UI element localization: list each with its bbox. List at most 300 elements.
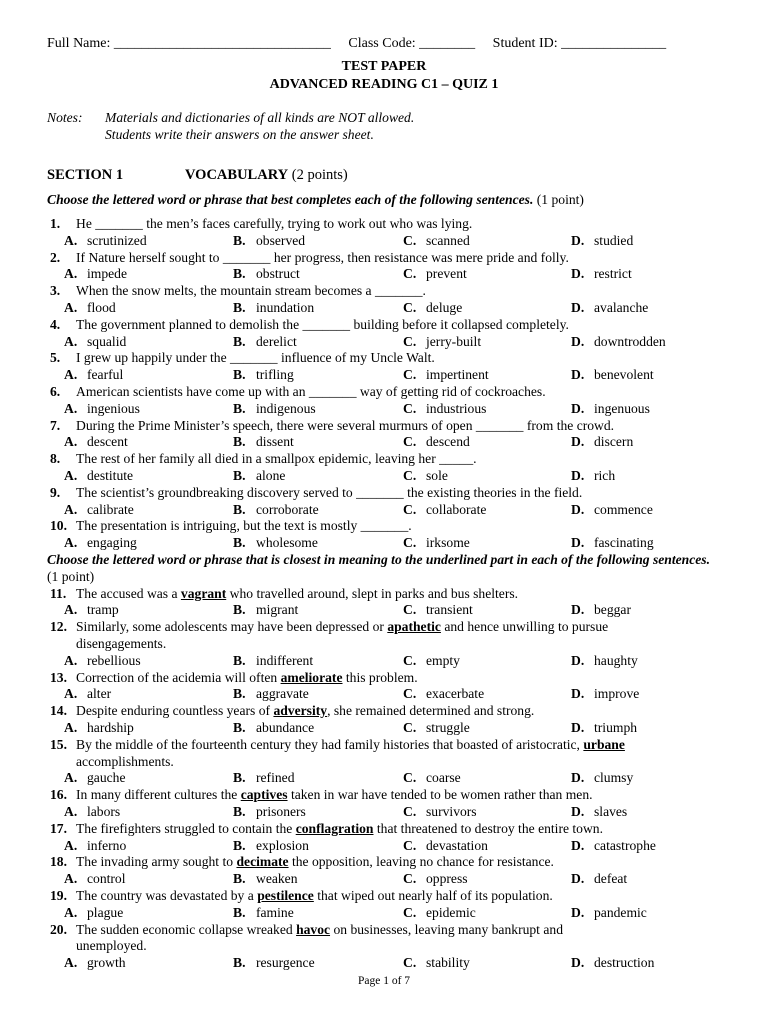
- option-letter: A.: [64, 232, 78, 248]
- question-number: 7.: [50, 417, 61, 433]
- option-text: catastrophe: [594, 837, 656, 853]
- option-letter: C.: [403, 266, 417, 282]
- option-text: pandemic: [594, 904, 647, 920]
- section-points: (2 points): [291, 167, 348, 183]
- option-letter: B.: [233, 804, 246, 819]
- option-text: avalanche: [594, 300, 649, 315]
- option-letter: A.: [64, 535, 78, 551]
- option-text: sole: [426, 468, 448, 483]
- option-d: [571, 401, 650, 418]
- class-code-field: Class Code: ________: [348, 36, 476, 51]
- instruction-part-1-text: Choose the lettered word or phrase that best completes each of the following sentences.: [47, 192, 534, 207]
- question-number: 17.: [50, 820, 67, 836]
- option-b: [233, 468, 285, 485]
- option-text: downtrodden: [594, 333, 666, 349]
- option-b: [233, 401, 316, 418]
- option-text: rich: [594, 468, 616, 483]
- question-text: The rest of her family all died in a smallpox epidemic, leaving her _____.: [76, 451, 477, 467]
- option-letter: D.: [571, 400, 585, 416]
- option-text: fascinating: [594, 535, 654, 551]
- option-text: ingenuous: [594, 400, 650, 416]
- option-text: indifferent: [256, 652, 314, 668]
- option-text: squalid: [87, 333, 127, 349]
- option-c: [403, 367, 489, 384]
- option-c: [403, 720, 470, 737]
- option-letter: B.: [233, 602, 246, 618]
- option-a: [64, 535, 137, 552]
- option-a: [64, 955, 126, 972]
- question-text-end: that wiped out nearly half of its population.: [313, 888, 553, 903]
- option-letter: B.: [233, 535, 246, 551]
- question-text-end: the opposition, leaving no chance for resistance.: [288, 854, 554, 870]
- option-text: control: [87, 871, 126, 887]
- notes-line-1: Materials and dictionaries of all kinds are NOT allowed.: [105, 110, 415, 125]
- option-a: [64, 720, 134, 737]
- question-number: 14.: [50, 703, 67, 719]
- question-stem: [50, 451, 715, 468]
- option-letter: C.: [403, 367, 417, 383]
- option-text: hardship: [87, 720, 134, 735]
- option-d: [571, 233, 633, 250]
- answer-options: [64, 838, 724, 855]
- option-letter: A.: [64, 804, 78, 819]
- answer-options: [64, 602, 724, 619]
- option-text: ingenious: [87, 400, 140, 416]
- option-letter: C.: [403, 535, 417, 551]
- question-text-end: and hence unwilling to pursue: [440, 619, 609, 635]
- option-text: restrict: [594, 266, 632, 282]
- question-8: [50, 451, 715, 468]
- option-text: epidemic: [426, 904, 476, 920]
- option-b: [233, 838, 309, 855]
- option-letter: A.: [64, 300, 78, 315]
- question-stem: [50, 350, 715, 367]
- option-letter: C.: [403, 871, 417, 887]
- question-stem: [50, 586, 715, 603]
- question-19: [50, 888, 715, 905]
- option-letter: D.: [571, 333, 585, 349]
- question-1: [50, 216, 715, 233]
- option-b: [233, 233, 305, 250]
- option-text: jerry-built: [426, 333, 482, 349]
- underlined-keyword: apathetic: [387, 619, 441, 635]
- question-stem: [50, 670, 715, 687]
- question-number: 15.: [50, 736, 67, 752]
- option-text: studied: [594, 232, 634, 248]
- option-text: scrutinized: [87, 232, 147, 248]
- question-stem: [50, 216, 715, 233]
- answer-options: [64, 468, 724, 485]
- option-a: [64, 334, 126, 351]
- option-letter: A.: [64, 367, 78, 383]
- option-text: destruction: [594, 955, 655, 971]
- option-letter: D.: [571, 602, 585, 618]
- option-c: [403, 838, 488, 855]
- option-text: devastation: [426, 837, 488, 853]
- option-letter: D.: [571, 804, 585, 819]
- question-text: Correction of the acidemia will often: [76, 669, 281, 685]
- question-text: I grew up happily under the _______ influence of my Uncle Walt.: [76, 350, 435, 366]
- instruction-part-1-points: (1 point): [536, 192, 584, 207]
- question-6: [50, 384, 715, 401]
- question-10: [50, 518, 715, 535]
- section-label: SECTION 1: [47, 167, 124, 183]
- option-text: prevent: [426, 266, 467, 282]
- question-stem: [50, 317, 715, 334]
- option-letter: D.: [571, 837, 585, 853]
- answer-options: [64, 653, 724, 670]
- option-letter: B.: [233, 955, 246, 971]
- option-b: [233, 905, 294, 922]
- question-text: In many different cultures the: [76, 787, 241, 803]
- question-stem: [50, 619, 715, 636]
- option-b: [233, 334, 297, 351]
- answer-options: [64, 686, 724, 703]
- option-a: [64, 770, 126, 787]
- question-stem: [50, 703, 715, 720]
- option-text: weaken: [256, 871, 298, 887]
- option-text: resurgence: [256, 955, 315, 971]
- underlined-keyword: conflagration: [295, 820, 374, 836]
- question-14: [50, 703, 715, 720]
- option-a: [64, 686, 111, 703]
- option-text: oppress: [426, 871, 468, 887]
- option-d: [571, 300, 648, 317]
- question-stem: [50, 821, 715, 838]
- option-letter: D.: [571, 871, 585, 887]
- option-letter: C.: [403, 904, 417, 920]
- option-text: benevolent: [594, 367, 654, 383]
- option-c: [403, 955, 470, 972]
- option-c: [403, 502, 486, 519]
- option-b: [233, 502, 319, 519]
- option-a: [64, 838, 126, 855]
- option-letter: C.: [403, 955, 417, 971]
- option-text: abundance: [256, 720, 315, 735]
- option-b: [233, 266, 300, 283]
- option-a: [64, 905, 123, 922]
- question-5: [50, 350, 715, 367]
- option-letter: C.: [403, 837, 417, 853]
- option-c: [403, 334, 481, 351]
- question-stem: [50, 737, 715, 754]
- question-20: [50, 922, 715, 956]
- question-continuation: accomplishments.: [76, 753, 174, 769]
- option-text: wholesome: [256, 535, 318, 551]
- question-text: The country was devastated by a: [76, 888, 258, 903]
- option-letter: B.: [233, 400, 246, 416]
- question-13: [50, 670, 715, 687]
- question-number: 3.: [50, 283, 61, 299]
- option-d: [571, 871, 627, 888]
- option-text: explosion: [256, 837, 309, 853]
- question-stem: [50, 283, 715, 300]
- question-stem: [50, 787, 715, 804]
- option-letter: B.: [233, 367, 246, 383]
- option-letter: B.: [233, 837, 246, 853]
- option-text: coarse: [426, 770, 461, 786]
- option-a: [64, 653, 141, 670]
- option-a: [64, 434, 128, 451]
- underlined-keyword: urbane: [583, 736, 625, 752]
- option-text: survivors: [426, 804, 477, 819]
- option-text: fearful: [87, 367, 124, 383]
- question-3: [50, 283, 715, 300]
- option-letter: D.: [571, 686, 585, 702]
- option-text: descent: [87, 434, 128, 450]
- option-d: [571, 838, 656, 855]
- section-heading: [47, 167, 348, 184]
- question-text: The presentation is intriguing, but the text is mostly _______.: [76, 518, 412, 534]
- option-letter: B.: [233, 501, 246, 517]
- option-letter: C.: [403, 300, 417, 315]
- question-stem: [50, 888, 715, 905]
- option-text: derelict: [256, 333, 297, 349]
- option-letter: A.: [64, 904, 78, 920]
- option-letter: A.: [64, 837, 78, 853]
- option-c: [403, 686, 484, 703]
- option-text: beggar: [594, 602, 631, 618]
- option-letter: A.: [64, 770, 78, 786]
- question-continuation: disengagements.: [76, 635, 167, 651]
- underlined-keyword: pestilence: [257, 888, 314, 903]
- option-text: plague: [87, 904, 124, 920]
- option-letter: A.: [64, 955, 78, 971]
- option-text: slaves: [594, 804, 628, 819]
- option-b: [233, 720, 314, 737]
- question-number: 9.: [50, 484, 61, 500]
- option-letter: D.: [571, 955, 585, 971]
- option-d: [571, 770, 633, 787]
- option-a: [64, 502, 134, 519]
- option-c: [403, 804, 477, 821]
- option-letter: B.: [233, 770, 246, 786]
- question-text: When the snow melts, the mountain stream becomes a _______.: [76, 283, 426, 299]
- question-9: [50, 485, 715, 502]
- question-text: Despite enduring countless years of: [76, 703, 274, 719]
- answer-options: [64, 770, 724, 787]
- underlined-keyword: ameliorate: [280, 669, 343, 685]
- answer-options: [64, 502, 724, 519]
- question-number: 6.: [50, 384, 61, 399]
- question-text: The government planned to demolish the _______ building before it collapsed completely.: [76, 316, 569, 332]
- option-letter: B.: [233, 434, 246, 450]
- answer-options: [64, 401, 724, 418]
- option-text: famine: [256, 904, 294, 920]
- option-letter: A.: [64, 266, 78, 282]
- option-d: [571, 535, 654, 552]
- page-footer: Page 1 of 7: [357, 975, 411, 987]
- option-letter: B.: [233, 871, 246, 887]
- option-text: aggravate: [256, 686, 309, 702]
- option-c: [403, 300, 462, 317]
- student-info-header: [47, 36, 727, 53]
- option-a: [64, 300, 116, 317]
- option-letter: A.: [64, 501, 78, 517]
- option-letter: D.: [571, 300, 585, 315]
- question-number: 12.: [50, 619, 67, 635]
- underlined-keyword: captives: [240, 787, 288, 803]
- option-letter: D.: [571, 367, 585, 383]
- option-letter: C.: [403, 602, 417, 618]
- question-2: [50, 250, 715, 267]
- option-text: collaborate: [426, 501, 487, 517]
- option-c: [403, 233, 470, 250]
- option-letter: B.: [233, 232, 246, 248]
- option-d: [571, 905, 647, 922]
- option-text: commence: [594, 501, 653, 517]
- option-text: gauche: [87, 770, 126, 786]
- instruction-part-2: [47, 552, 710, 586]
- option-text: alter: [87, 686, 112, 702]
- question-text: He _______ the men’s faces carefully, trying to work out who was lying.: [76, 216, 473, 231]
- option-letter: D.: [571, 266, 585, 282]
- option-letter: A.: [64, 602, 78, 618]
- option-text: discern: [594, 434, 634, 450]
- option-b: [233, 300, 314, 317]
- option-letter: A.: [64, 652, 78, 668]
- question-12: [50, 619, 715, 653]
- option-letter: C.: [403, 804, 417, 819]
- option-letter: C.: [403, 333, 417, 349]
- option-letter: B.: [233, 468, 246, 483]
- option-text: industrious: [426, 400, 487, 416]
- option-letter: D.: [571, 501, 585, 517]
- answer-options: [64, 334, 724, 351]
- option-d: [571, 468, 615, 485]
- question-number: 19.: [50, 888, 67, 903]
- option-a: [64, 233, 147, 250]
- question-4: [50, 317, 715, 334]
- question-number: 11.: [50, 585, 67, 601]
- instruction-part-2-points: (1 point): [47, 568, 95, 584]
- option-text: inundation: [256, 300, 315, 315]
- option-text: inferno: [87, 837, 127, 853]
- answer-options: [64, 804, 724, 821]
- question-stem: [50, 518, 715, 535]
- option-letter: B.: [233, 720, 246, 735]
- underlined-keyword: vagrant: [180, 585, 227, 601]
- answer-options: [64, 300, 724, 317]
- question-number: 8.: [50, 451, 61, 467]
- option-text: empty: [426, 652, 460, 668]
- option-text: labors: [87, 804, 121, 819]
- option-c: [403, 770, 461, 787]
- option-d: [571, 502, 653, 519]
- option-a: [64, 871, 126, 888]
- question-stem: [50, 485, 715, 502]
- instruction-part-2-text: Choose the lettered word or phrase that is closest in meaning to the underlined part in each of the following sentences.: [47, 552, 710, 567]
- option-letter: D.: [571, 652, 585, 668]
- question-stem: [50, 250, 715, 267]
- option-text: defeat: [594, 871, 628, 887]
- option-c: [403, 602, 473, 619]
- page-title: TEST PAPER: [341, 59, 427, 74]
- answer-options: [64, 233, 724, 250]
- question-text-end: on businesses, leaving many bankrupt and: [330, 921, 563, 937]
- option-text: irksome: [426, 535, 470, 551]
- option-c: [403, 905, 476, 922]
- option-c: [403, 871, 468, 888]
- option-letter: A.: [64, 333, 78, 349]
- option-b: [233, 602, 298, 619]
- option-text: observed: [256, 232, 306, 248]
- option-d: [571, 266, 632, 283]
- option-letter: C.: [403, 434, 417, 450]
- option-text: haughty: [594, 652, 638, 668]
- question-number: 18.: [50, 854, 67, 870]
- option-text: migrant: [256, 602, 299, 618]
- option-a: [64, 468, 133, 485]
- question-text-end: that threatened to destroy the entire town.: [373, 820, 603, 836]
- option-letter: C.: [403, 400, 417, 416]
- answer-options: [64, 535, 724, 552]
- question-text: By the middle of the fourteenth century they had family histories that boasted of aristocratic,: [76, 736, 584, 752]
- option-text: triumph: [594, 720, 638, 735]
- question-text: The sudden economic collapse wreaked: [76, 921, 297, 937]
- answer-options: [64, 955, 724, 972]
- option-text: rebellious: [87, 652, 141, 668]
- option-c: [403, 653, 460, 670]
- option-text: growth: [87, 955, 126, 971]
- question-number: 13.: [50, 669, 67, 685]
- question-text: The scientist’s groundbreaking discovery served to _______ the existing theories in the field.: [76, 484, 583, 500]
- option-text: obstruct: [256, 266, 300, 282]
- option-text: deluge: [426, 300, 463, 315]
- question-text: American scientists have come up with an _______ way of getting rid of cockroaches.: [76, 384, 546, 399]
- question-text-end: taken in war have tended to be women rather than men.: [287, 787, 593, 803]
- notes-block: [47, 110, 737, 144]
- option-a: [64, 804, 120, 821]
- option-d: [571, 602, 631, 619]
- option-letter: D.: [571, 468, 585, 483]
- question-text: Similarly, some adolescents may have been depressed or: [76, 619, 388, 635]
- underlined-keyword: decimate: [236, 854, 289, 870]
- question-11: [50, 586, 715, 603]
- answer-options: [64, 367, 724, 384]
- question-16: [50, 787, 715, 804]
- question-18: [50, 854, 715, 871]
- full-name-field: Full Name: _______________________________: [47, 36, 331, 51]
- underlined-keyword: adversity: [273, 703, 328, 719]
- option-text: corroborate: [256, 501, 319, 517]
- question-text: The firefighters struggled to contain the: [76, 820, 296, 836]
- quiz-title: ADVANCED READING C1 – QUIZ 1: [269, 77, 499, 92]
- option-text: tramp: [87, 602, 119, 618]
- option-text: clumsy: [594, 770, 634, 786]
- option-letter: B.: [233, 652, 246, 668]
- option-letter: C.: [403, 720, 417, 735]
- option-letter: A.: [64, 434, 78, 450]
- answer-options: [64, 871, 724, 888]
- question-number: 4.: [50, 316, 61, 332]
- option-letter: A.: [64, 468, 78, 483]
- option-text: prisoners: [256, 804, 306, 819]
- question-number: 5.: [50, 350, 61, 366]
- notes-label: Notes:: [47, 110, 83, 125]
- question-17: [50, 821, 715, 838]
- option-a: [64, 266, 127, 283]
- option-b: [233, 686, 309, 703]
- instruction-part-1: [47, 192, 710, 209]
- question-text: If Nature herself sought to _______ her progress, then resistance was mere pride and folly.: [76, 249, 569, 265]
- option-c: [403, 401, 486, 418]
- option-b: [233, 804, 306, 821]
- option-text: struggle: [426, 720, 470, 735]
- question-7: [50, 418, 715, 435]
- question-stem: [50, 922, 715, 939]
- option-text: refined: [256, 770, 295, 786]
